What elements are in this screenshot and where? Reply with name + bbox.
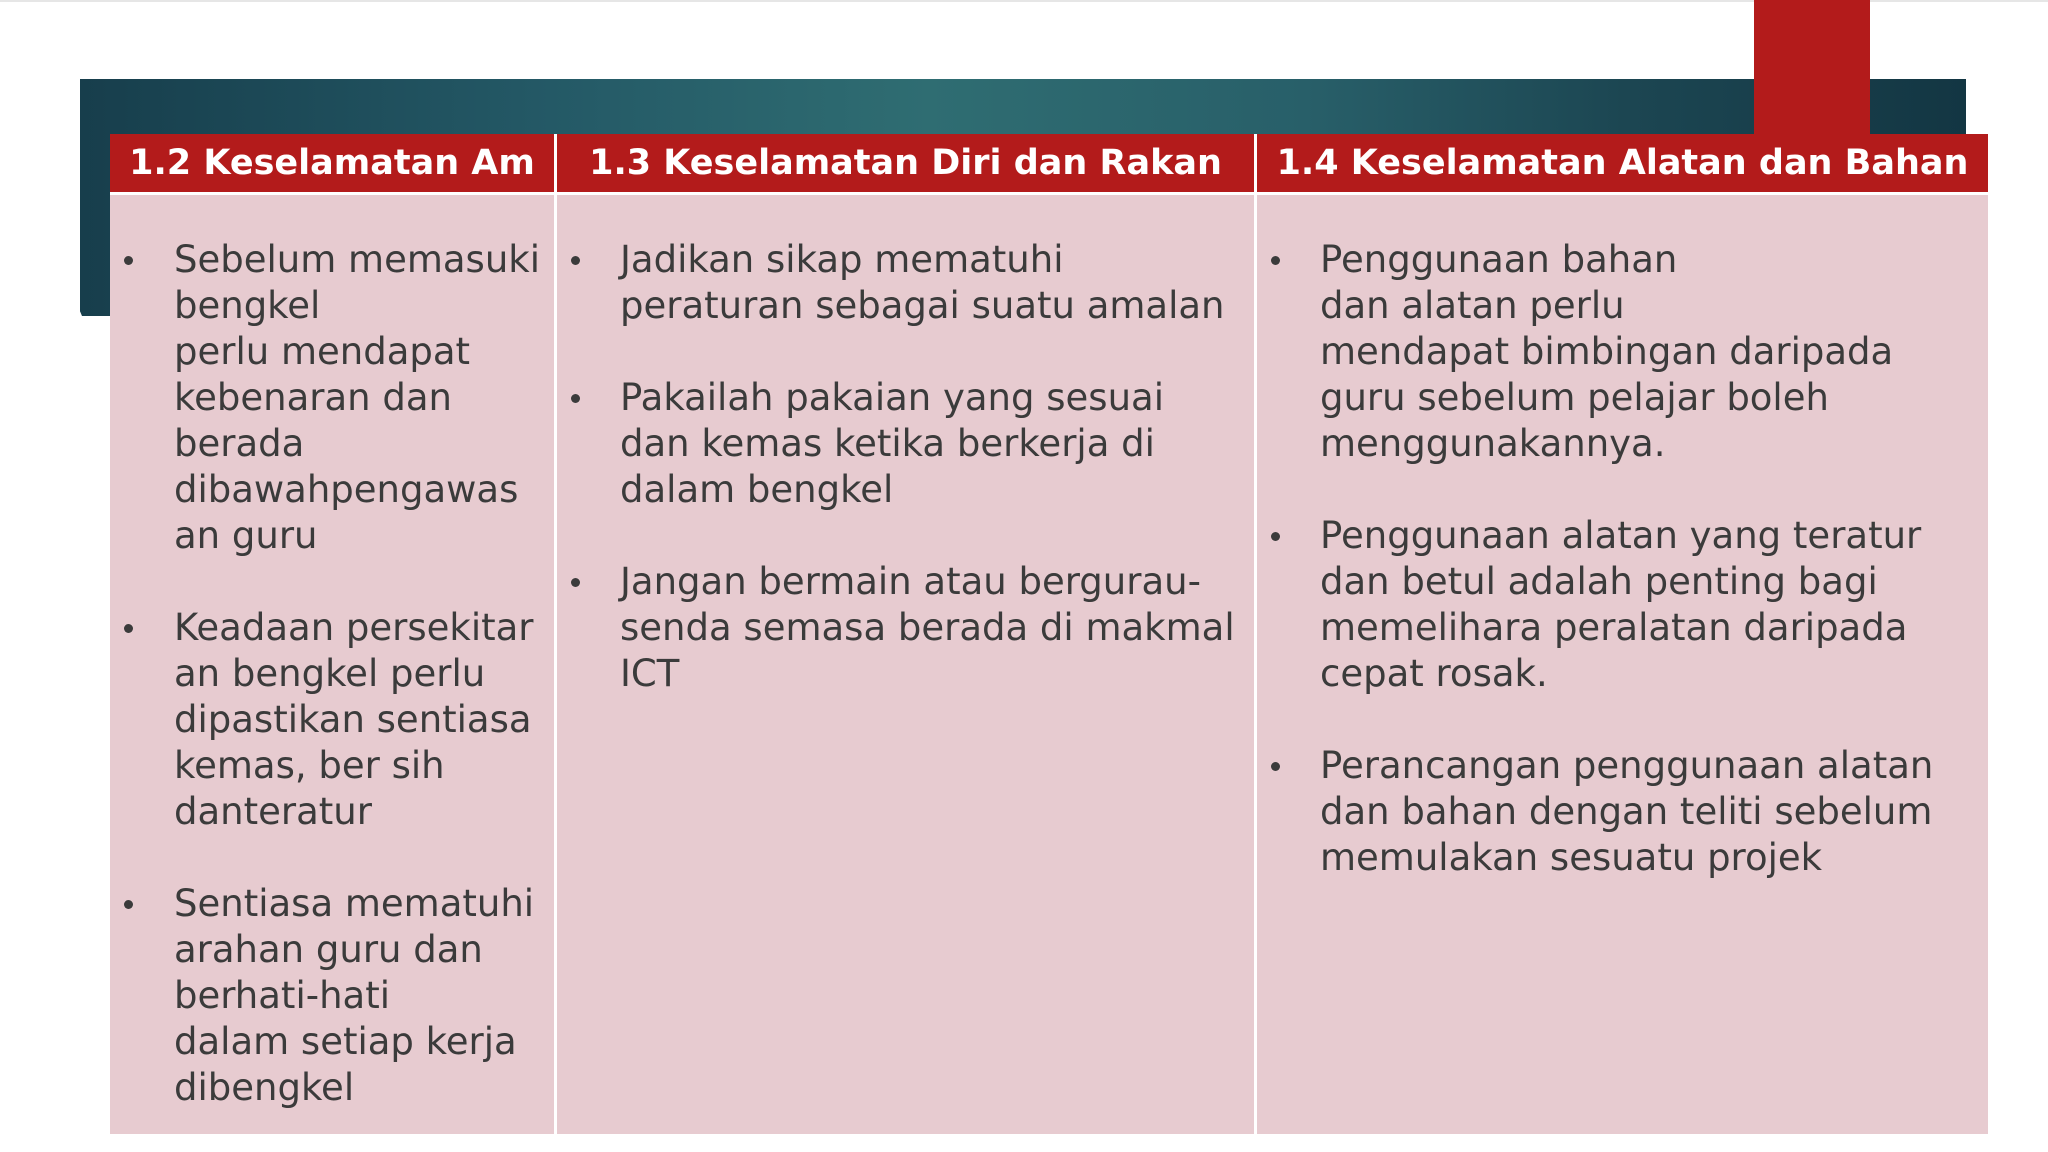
list-item-text: Pakailah pakaian yang sesuai dan kemas ketika berkerja di dalam bengkel	[620, 376, 1164, 511]
bullet-icon	[571, 578, 580, 587]
column-header: 1.2 Keselamatan Am	[110, 134, 554, 192]
column-keselamatan-am	[110, 134, 554, 1134]
safety-table	[110, 134, 1988, 1134]
column-body	[110, 195, 554, 1134]
list-item-text: Keadaan persekitar an bengkel perlu dipastikan sentiasa kemas, ber sih danteratur	[174, 606, 534, 833]
list-item	[1257, 237, 1988, 467]
list-item-text: Perancangan penggunaan alatan dan bahan dengan teliti sebelum memulakan sesuatu projek	[1320, 744, 1934, 879]
column-body	[557, 195, 1254, 1134]
column-header: 1.3 Keselamatan Diri dan Rakan	[557, 134, 1254, 192]
list-item	[1257, 513, 1988, 697]
list-item	[557, 237, 1254, 329]
list-item	[110, 881, 554, 1111]
bullet-list	[1257, 237, 1988, 881]
list-item	[557, 559, 1254, 697]
list-item-text: Penggunaan alatan yang teratur dan betul adalah penting bagi memelihara peralatan daripada cepat rosak.	[1320, 514, 1922, 695]
bullet-icon	[1271, 532, 1280, 541]
list-item-text: Penggunaan bahan dan alatan perlu mendapat bimbingan daripada guru sebelum pelajar boleh menggunakannya.	[1320, 238, 1894, 465]
column-body	[1257, 195, 1988, 1134]
column-keselamatan-diri-dan-rakan	[557, 134, 1254, 1134]
list-item-text: Jangan bermain atau bergurau-senda semasa berada di makmal ICT	[620, 560, 1235, 695]
bullet-icon	[1271, 762, 1280, 771]
bullet-list	[110, 237, 554, 1111]
bullet-icon	[1271, 256, 1280, 265]
bullet-list	[557, 237, 1254, 697]
list-item-text: Jadikan sikap mematuhi peraturan sebagai suatu amalan	[620, 238, 1225, 327]
bullet-icon	[571, 394, 580, 403]
column-header: 1.4 Keselamatan Alatan dan Bahan	[1257, 134, 1988, 192]
list-item	[557, 375, 1254, 513]
column-keselamatan-alatan-dan-bahan	[1257, 134, 1988, 1134]
list-item	[110, 605, 554, 835]
bullet-icon	[124, 624, 133, 633]
bullet-icon	[124, 900, 133, 909]
red-accent-tab	[1754, 0, 1870, 140]
list-item	[110, 237, 554, 559]
top-rule	[0, 0, 2048, 2]
list-item	[1257, 743, 1988, 881]
list-item-text: Sebelum memasuki bengkel perlu mendapat kebenaran dan berada dibawahpengawas an guru	[174, 238, 540, 557]
bullet-icon	[571, 256, 580, 265]
list-item-text: Sentiasa mematuhi arahan guru dan berhati-hati dalam setiap kerja dibengkel	[174, 882, 535, 1109]
bullet-icon	[124, 256, 133, 265]
